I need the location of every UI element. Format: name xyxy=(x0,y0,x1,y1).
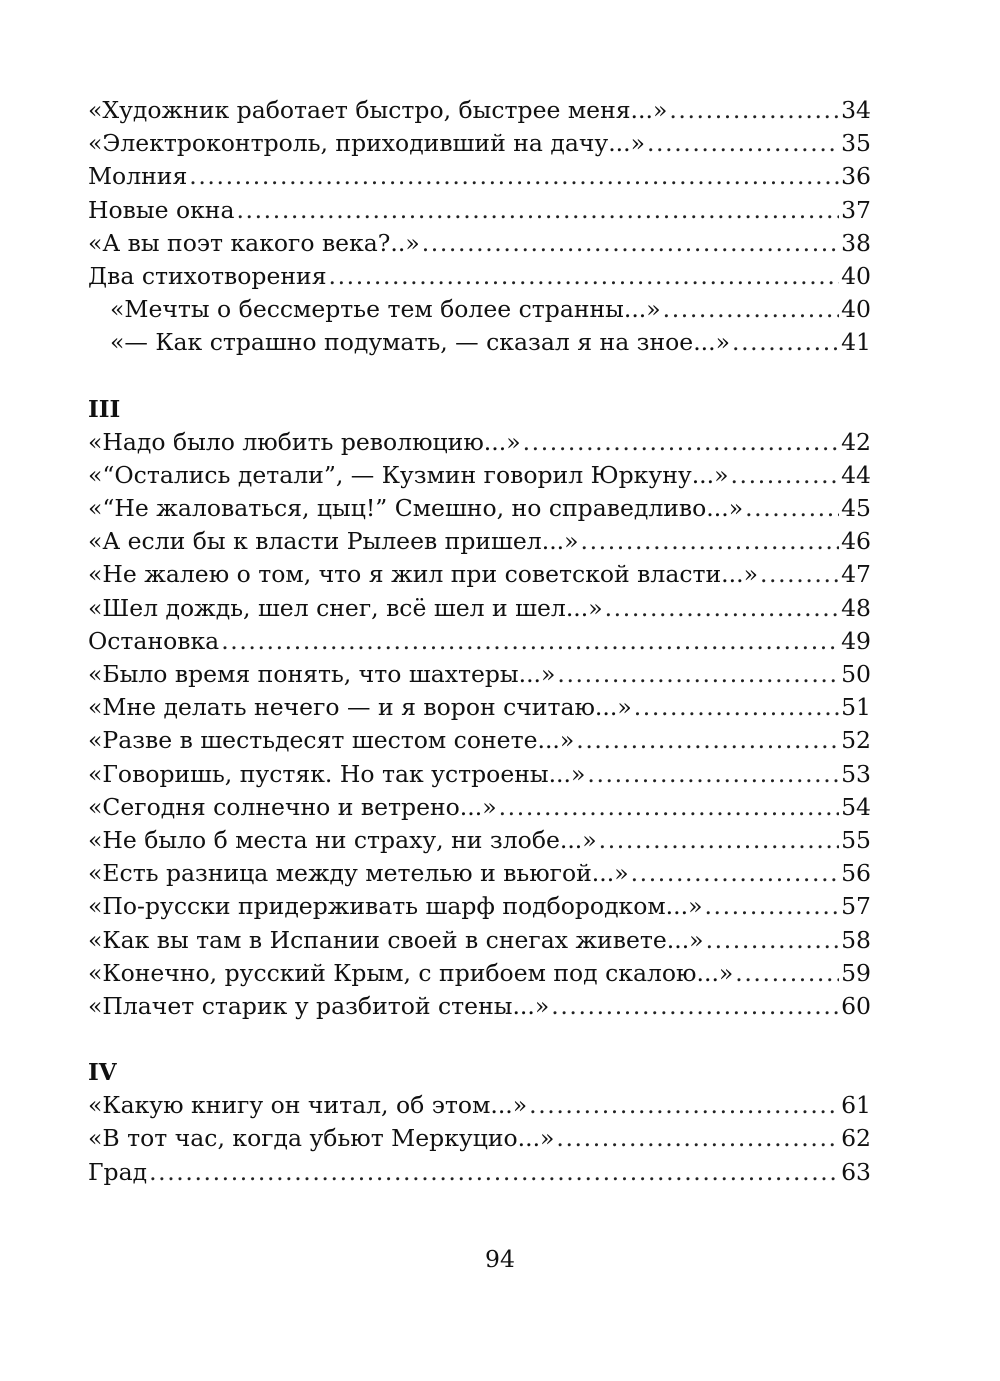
toc-entry-title: «Не жалею о том, что я жил при советской власти...» xyxy=(88,560,758,589)
toc-entry xyxy=(88,592,871,625)
toc-entry-title: «В тот час, когда убьют Меркуцио...» xyxy=(88,1124,555,1153)
dot-leader xyxy=(631,857,840,890)
toc-subentry xyxy=(88,326,871,359)
toc-entry xyxy=(88,492,871,525)
toc-entry-title: Новые окна xyxy=(88,195,235,224)
toc-entry-page: 37 xyxy=(841,195,871,224)
toc-entry-title: Остановка xyxy=(88,626,220,655)
toc-entry-page: 55 xyxy=(841,825,871,854)
toc-entry-page: 42 xyxy=(841,427,871,456)
toc-entry xyxy=(88,227,871,260)
toc-entry xyxy=(88,94,871,127)
toc-entry xyxy=(88,691,871,724)
toc-entry-title: «Не было б места ни страху, ни злобе...» xyxy=(88,825,597,854)
toc-entry-page: 40 xyxy=(841,261,871,290)
toc-entry xyxy=(88,525,871,558)
toc-entry-title: «Конечно, русский Крым, с прибоем под скалою...» xyxy=(88,958,734,987)
toc-entry-page: 62 xyxy=(841,1124,871,1153)
toc-entry-page: 53 xyxy=(841,759,871,788)
dot-leader xyxy=(221,625,839,658)
dot-leader xyxy=(422,227,839,260)
toc-entry xyxy=(88,924,871,957)
page-number: 94 xyxy=(485,1245,515,1273)
dot-leader xyxy=(735,957,839,990)
toc-entry xyxy=(88,857,871,890)
toc-entry-page: 35 xyxy=(841,129,871,158)
toc-entry-page: 60 xyxy=(841,991,871,1020)
toc-entry-page: 38 xyxy=(841,228,871,257)
toc-entry xyxy=(88,194,871,227)
toc-entry-title: «Надо было любить революцию...» xyxy=(88,427,521,456)
dot-leader xyxy=(634,691,839,724)
toc-entry-page: 48 xyxy=(841,593,871,622)
toc-entry-title: «Было время понять, что шахтеры...» xyxy=(88,660,556,688)
toc-entry xyxy=(88,260,871,293)
toc-entry-title: «Есть разница между метелью и вьюгой...» xyxy=(88,859,629,888)
toc-entry-page: 45 xyxy=(841,494,871,523)
toc-entry xyxy=(88,160,871,193)
toc-entry xyxy=(88,990,871,1023)
toc-entry-page: 57 xyxy=(841,892,871,921)
toc-entry-page: 50 xyxy=(841,660,871,688)
toc-entry-title: Град xyxy=(88,1157,148,1186)
toc-entry-page: 59 xyxy=(841,958,871,987)
toc-entry-page: 34 xyxy=(841,96,871,124)
dot-leader xyxy=(669,94,839,127)
toc-subentry xyxy=(88,293,871,326)
dot-leader xyxy=(556,1122,839,1155)
toc-entry-title: «Электроконтроль, приходивший на дачу...» xyxy=(88,129,645,158)
toc-entry xyxy=(88,426,871,459)
toc-entry-page: 58 xyxy=(841,925,871,954)
table-of-contents xyxy=(88,94,871,1189)
dot-leader xyxy=(236,194,839,227)
dot-leader xyxy=(599,824,839,857)
toc-entry-title: «Говоришь, пустяк. Но так устроены...» xyxy=(88,759,586,788)
toc-entry xyxy=(88,127,871,160)
toc-entry-title: Молния xyxy=(88,162,188,191)
toc-entry-title: «А вы поэт какого века?..» xyxy=(88,228,420,257)
toc-entry xyxy=(88,459,871,492)
toc-entry-title: Два стихотворения xyxy=(88,261,327,290)
toc-entry-title: «А если бы к власти Рылеев пришел...» xyxy=(88,527,579,556)
dot-leader xyxy=(730,459,839,492)
toc-entry-title: «Какую книгу он читал, об этом...» xyxy=(88,1091,528,1120)
dot-leader xyxy=(732,326,839,359)
toc-entry-page: 56 xyxy=(841,859,871,888)
section-heading: IV xyxy=(88,1059,117,1087)
dot-leader xyxy=(760,558,839,591)
toc-entry xyxy=(88,724,871,757)
toc-entry-page: 63 xyxy=(841,1157,871,1186)
dot-leader xyxy=(149,1156,839,1189)
toc-block xyxy=(88,94,871,360)
toc-entry xyxy=(88,1089,871,1122)
toc-entry-page: 41 xyxy=(841,328,871,357)
toc-entry xyxy=(88,1156,871,1189)
dot-leader xyxy=(647,127,839,160)
dot-leader xyxy=(576,724,839,757)
toc-entry-page: 52 xyxy=(841,726,871,755)
toc-entry-title: «Мне делать нечего — и я ворон считаю...» xyxy=(88,693,632,722)
toc-entry xyxy=(88,791,871,824)
toc-entry-page: 61 xyxy=(841,1091,871,1120)
toc-entry-page: 47 xyxy=(841,560,871,589)
dot-leader xyxy=(605,592,839,625)
dot-leader xyxy=(587,758,839,791)
toc-entry-title: «Шел дождь, шел снег, всё шел и шел...» xyxy=(88,593,603,622)
dot-leader xyxy=(706,924,840,957)
toc-section-3 xyxy=(88,426,871,1023)
toc-entry-title: «— Как страшно подумать, — сказал я на зное...» xyxy=(110,328,730,357)
toc-entry-title: «По-русски придерживать шарф подбородком...» xyxy=(88,892,703,921)
dot-leader xyxy=(529,1089,839,1122)
toc-section-4 xyxy=(88,1089,871,1189)
dot-leader xyxy=(581,525,840,558)
section-heading: III xyxy=(88,395,121,423)
dot-leader xyxy=(745,492,839,525)
dot-leader xyxy=(499,791,839,824)
dot-leader xyxy=(663,293,839,326)
toc-entry xyxy=(88,758,871,791)
toc-entry xyxy=(88,658,871,691)
dot-leader xyxy=(189,160,839,193)
toc-entry-title: «Мечты о бессмертье тем более странны...» xyxy=(110,295,661,324)
toc-entry-title: «Сегодня солнечно и ветрено...» xyxy=(88,792,497,821)
toc-entry-page: 46 xyxy=(841,527,871,556)
toc-entry-title: «Как вы там в Испании своей в снегах живете...» xyxy=(88,925,704,954)
toc-entry-page: 44 xyxy=(841,460,871,489)
toc-entry-title: «Разве в шестьдесят шестом сонете...» xyxy=(88,726,575,755)
toc-entry-page: 36 xyxy=(841,162,871,191)
dot-leader xyxy=(557,658,839,691)
toc-entry-page: 54 xyxy=(841,792,871,821)
dot-leader xyxy=(551,990,839,1023)
toc-entry-page: 49 xyxy=(841,626,871,655)
dot-leader xyxy=(704,890,839,923)
toc-entry-page: 51 xyxy=(841,693,871,722)
toc-entry-page: 40 xyxy=(841,295,871,324)
toc-entry xyxy=(88,957,871,990)
toc-entry xyxy=(88,558,871,591)
toc-entry xyxy=(88,824,871,857)
toc-entry xyxy=(88,1122,871,1155)
toc-entry-title: «“Не жаловаться, цыц!” Смешно, но справедливо...» xyxy=(88,494,744,523)
toc-entry-title: «Плачет старик у разбитой стены...» xyxy=(88,991,550,1020)
toc-entry-title: «Художник работает быстро, быстрее меня...» xyxy=(88,96,668,124)
toc-entry-title: «“Остались детали”, — Кузмин говорил Юркуну...» xyxy=(88,460,729,489)
dot-leader xyxy=(329,260,840,293)
toc-entry xyxy=(88,625,871,658)
toc-entry xyxy=(88,890,871,923)
dot-leader xyxy=(523,426,840,459)
